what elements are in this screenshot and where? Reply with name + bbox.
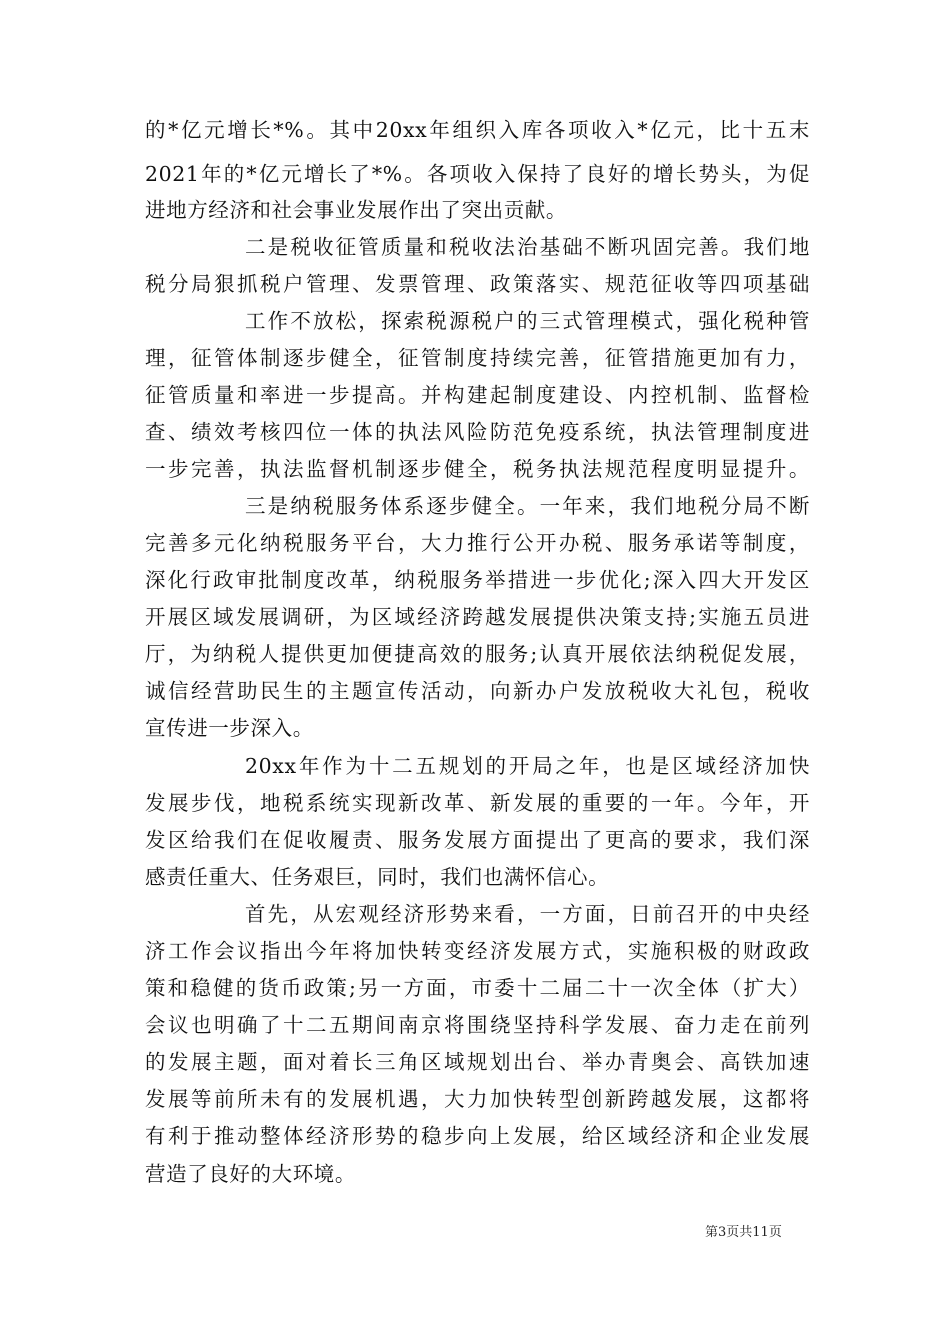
paragraph-line: 有利于推动整体经济形势的稳步向上发展，给区域经济和企业发展 xyxy=(145,1124,810,1148)
paragraph-line: 发展等前所未有的发展机遇，大力加快转型创新跨越发展，这都将 xyxy=(145,1087,810,1111)
paragraph-line: 三是纳税服务体系逐步健全。一年来，我们地税分局不断 xyxy=(245,494,810,518)
paragraph-line: 的*亿元增长*%。其中20xx年组织入库各项收入*亿元，比十五末 xyxy=(145,118,810,142)
paragraph-line: 进地方经济和社会事业发展作出了突出贡献。 xyxy=(145,198,567,222)
paragraph-line: 发展步伐，地税系统实现新改革、新发展的重要的一年。今年，开 xyxy=(145,791,810,815)
paragraph-line: 20xx年作为十二五规划的开局之年，也是区域经济加快 xyxy=(245,754,810,778)
paragraph-line: 一步完善，执法监督机制逐步健全，税务执法规范程度明显提升。 xyxy=(145,457,810,481)
paragraph-line: 首先，从宏观经济形势来看，一方面，日前召开的中央经 xyxy=(245,902,810,926)
paragraph-line: 会议也明确了十二五期间南京将围绕坚持科学发展、奋力走在前列 xyxy=(145,1013,810,1037)
paragraph-line: 工作不放松，探索税源税户的三式管理模式，强化税种管 xyxy=(245,309,810,333)
page-number-footer: 第3页共11页 xyxy=(705,1225,782,1240)
paragraph-line: 查、绩效考核四位一体的执法风险防范免疫系统，执法管理制度进 xyxy=(145,420,810,444)
paragraph-line: 感责任重大、任务艰巨，同时，我们也满怀信心。 xyxy=(145,865,610,889)
paragraph-line: 理，征管体制逐步健全，征管制度持续完善，征管措施更加有力， xyxy=(145,346,810,370)
paragraph-line: 征管质量和率进一步提高。并构建起制度建设、内控机制、监督检 xyxy=(145,383,810,407)
paragraph-line: 宣传进一步深入。 xyxy=(145,716,314,740)
paragraph-line: 发区给我们在促收履责、服务发展方面提出了更高的要求，我们深 xyxy=(145,828,810,852)
paragraph-line: 的发展主题，面对着长三角区域规划出台、举办青奥会、高铁加速 xyxy=(145,1050,810,1074)
paragraph-line: 深化行政审批制度改革，纳税服务举措进一步优化;深入四大开发区 xyxy=(145,568,810,592)
paragraph-line: 厅，为纳税人提供更加便捷高效的服务;认真开展依法纳税促发展， xyxy=(145,642,810,666)
paragraph-line: 二是税收征管质量和税收法治基础不断巩固完善。我们地 xyxy=(245,235,810,259)
paragraph-line: 营造了良好的大环境。 xyxy=(145,1162,356,1186)
paragraph-line: 完善多元化纳税服务平台，大力推行公开办税、服务承诺等制度， xyxy=(145,531,810,555)
paragraph-line: 策和稳健的货币政策;另一方面，市委十二届二十一次全体（扩大） xyxy=(145,976,810,1000)
paragraph-line: 开展区域发展调研，为区域经济跨越发展提供决策支持;实施五员进 xyxy=(145,605,810,629)
paragraph-line: 济工作会议指出今年将加快转变经济发展方式，实施积极的财政政 xyxy=(145,939,810,963)
paragraph-line: 诚信经营助民生的主题宣传活动，向新办户发放税收大礼包，税收 xyxy=(145,679,810,703)
paragraph-line: 税分局狠抓税户管理、发票管理、政策落实、规范征收等四项基础 xyxy=(145,272,810,296)
paragraph-line: 2021年的*亿元增长了*%。各项收入保持了良好的增长势头，为促 xyxy=(145,162,810,186)
